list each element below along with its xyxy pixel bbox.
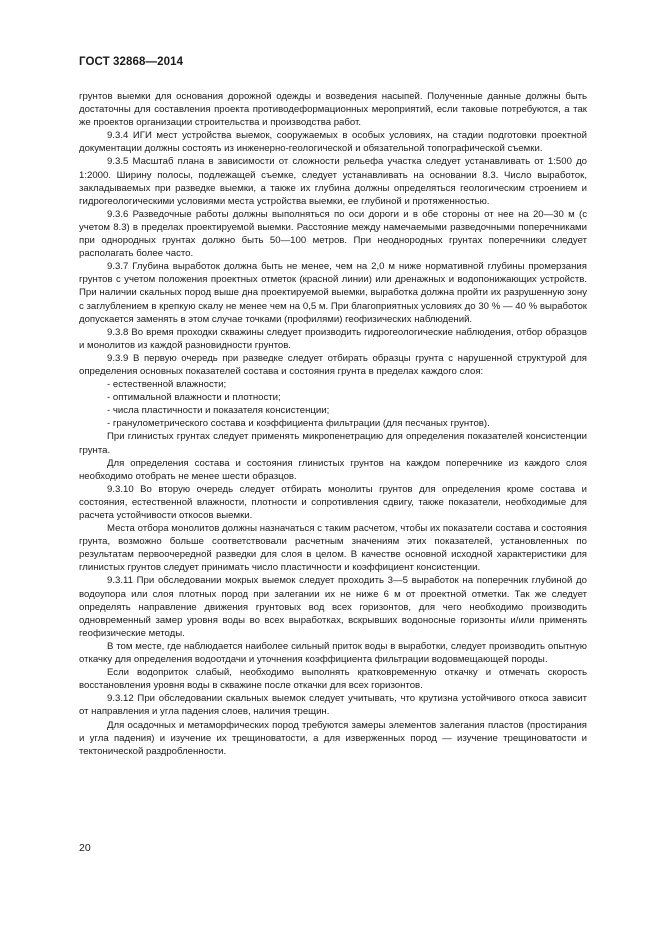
list-item: - естественной влажности; — [107, 379, 227, 391]
paragraph-9-3-4: 9.3.4 ИГИ мест устройства выемок, сооружаемых в особых условиях, на стадии подготовки проектной документации должны состоять из инженерно-геологической и обязательной топографической съемки. — [79, 130, 587, 155]
document-body — [79, 90, 587, 758]
paragraph: Для определения состава и состояния глинистых грунтов на каждом поперечнике из каждого слоя необходимо отобрать не менее шести образцов. — [79, 457, 587, 482]
paragraph: Для осадочных и метаморфических пород требуются замеры элементов залегания пластов (простирания и угла падения) и изучение их трещиноватости, а для изверженных пород — изучение трещиноватости и тектонической раздробленности. — [79, 719, 587, 757]
list-item: - числа пластичности и показателя консистенции; — [107, 405, 330, 417]
paragraph-9-3-9: 9.3.9 В первую очередь при разведке следует отбирать образцы грунта с нарушенной структурой для определения основных показателей состава и состояния грунта в пределах каждого слоя: — [79, 352, 587, 377]
list-item: - гранулометрического состава и коэффициента фильтрации (для песчаных грунтов). — [107, 418, 490, 430]
paragraph: При глинистых грунтах следует применять микропенетрацию для определения показателей консистенции грунта. — [79, 431, 587, 456]
paragraph: В том месте, где наблюдается наиболее сильный приток воды в выработки, следует производить опытную откачку для определения водоотдачи и уточнения коэффициента фильтрации водовмещающей породы. — [79, 640, 587, 666]
page-header: ГОСТ 32868—2014 — [79, 56, 184, 68]
paragraph-9-3-7: 9.3.7 Глубина выработок должна быть не менее, чем на 2,0 м ниже нормативной глубины промерзания грунтов с учетом положения проектных отметок (красной линии) или дренажных и водопонижающих устройств. При наличии скальных пород выше дна проектируемой выемки, выработка должна пройти их разрушенную зону с заглублением в крепкую скалу не менее чем на 0,5 м. При благоприятных условиях до 30 % — 40 % выработок допускается заменять в этом случае точками (профилями) геофизических наблюдений. — [79, 261, 587, 325]
paragraph-9-3-8: 9.3.8 Во время проходки скважины следует производить гидрогеологические наблюдения, отбор образцов и монолитов из каждой разновидности грунтов. — [79, 326, 587, 351]
paragraph-9-3-10: 9.3.10 Во вторую очередь следует отбирать монолиты грунтов для определения кроме состава и состояния, естественной влажности, плотности и сопротивления сдвигу, также показатели, необходимые для расчета устойчивости откосов выемки. — [79, 483, 587, 521]
page-number: 20 — [79, 842, 91, 854]
paragraph-9-3-6: 9.3.6 Разведочные работы должны выполняться по оси дороги и в обе стороны от нее на 20—30 м (с учетом 8.3) в пределах проектируемой выемки. Расстояние между намечаемыми разведочными поперечниками при однородных грунтах должно быть 50—100 метров. При неоднородных грунтах поперечники следует располагать более часто. — [79, 208, 587, 260]
paragraph: Места отбора монолитов должны назначаться с таким расчетом, чтобы их показатели состава и состояния грунта, возможно больше соответствовали расчетным значениям этих показателей, установленных по результатам первоочередной разведки для слоя в целом. В качестве основной исходной характеристики для глинистых грунтов следует принимать число пластичности и коэффициент консистенции. — [79, 523, 587, 574]
paragraph-9-3-5: 9.3.5 Масштаб плана в зависимости от сложности рельефа участка следует устанавливать от 1:500 до 1:2000. Ширину полосы, подлежащей съемке, следует устанавливать на основании 8.3. Число выработок, закладываемых при разведке выемки, а также их глубина должны определяться геологическим строением и гидрогеологическими условиями места устройства выемки, ее глубиной и протяженностью. — [79, 156, 587, 207]
paragraph-9-3-11: 9.3.11 При обследовании мокрых выемок следует проходить 3—5 выработок на поперечник глубиной до водоупора или слоя плотных пород при залегании их не ниже 6 м от проектной отметки. Так же следует определять направление движения грунтовых вод всех горизонтов, для чего необходимо производить одновременный замер уровня воды во всех выработках, вскрывших водоносные горизонты и/или применять геофизические методы. — [79, 575, 587, 639]
paragraph: грунтов выемки для основания дорожной одежды и возведения насыпей. Полученные данные должны быть достаточны для составления проекта противодеформационных мероприятий, если таковые потребуются, а так же проектов организации строительства и производства работ. — [79, 91, 587, 129]
paragraph: Если водоприток слабый, необходимо выполнять кратковременную откачку и отмечать скорость восстановления уровня воды в скважине после откачки для всех горизонтов. — [79, 667, 587, 692]
paragraph-9-3-12: 9.3.12 При обследовании скальных выемок следует учитывать, что крутизна устойчивого откоса зависит от направления и угла падения слоев, наличия трещин. — [79, 693, 587, 718]
property-list — [79, 378, 587, 430]
list-item: - оптимальной влажности и плотности; — [107, 392, 281, 404]
